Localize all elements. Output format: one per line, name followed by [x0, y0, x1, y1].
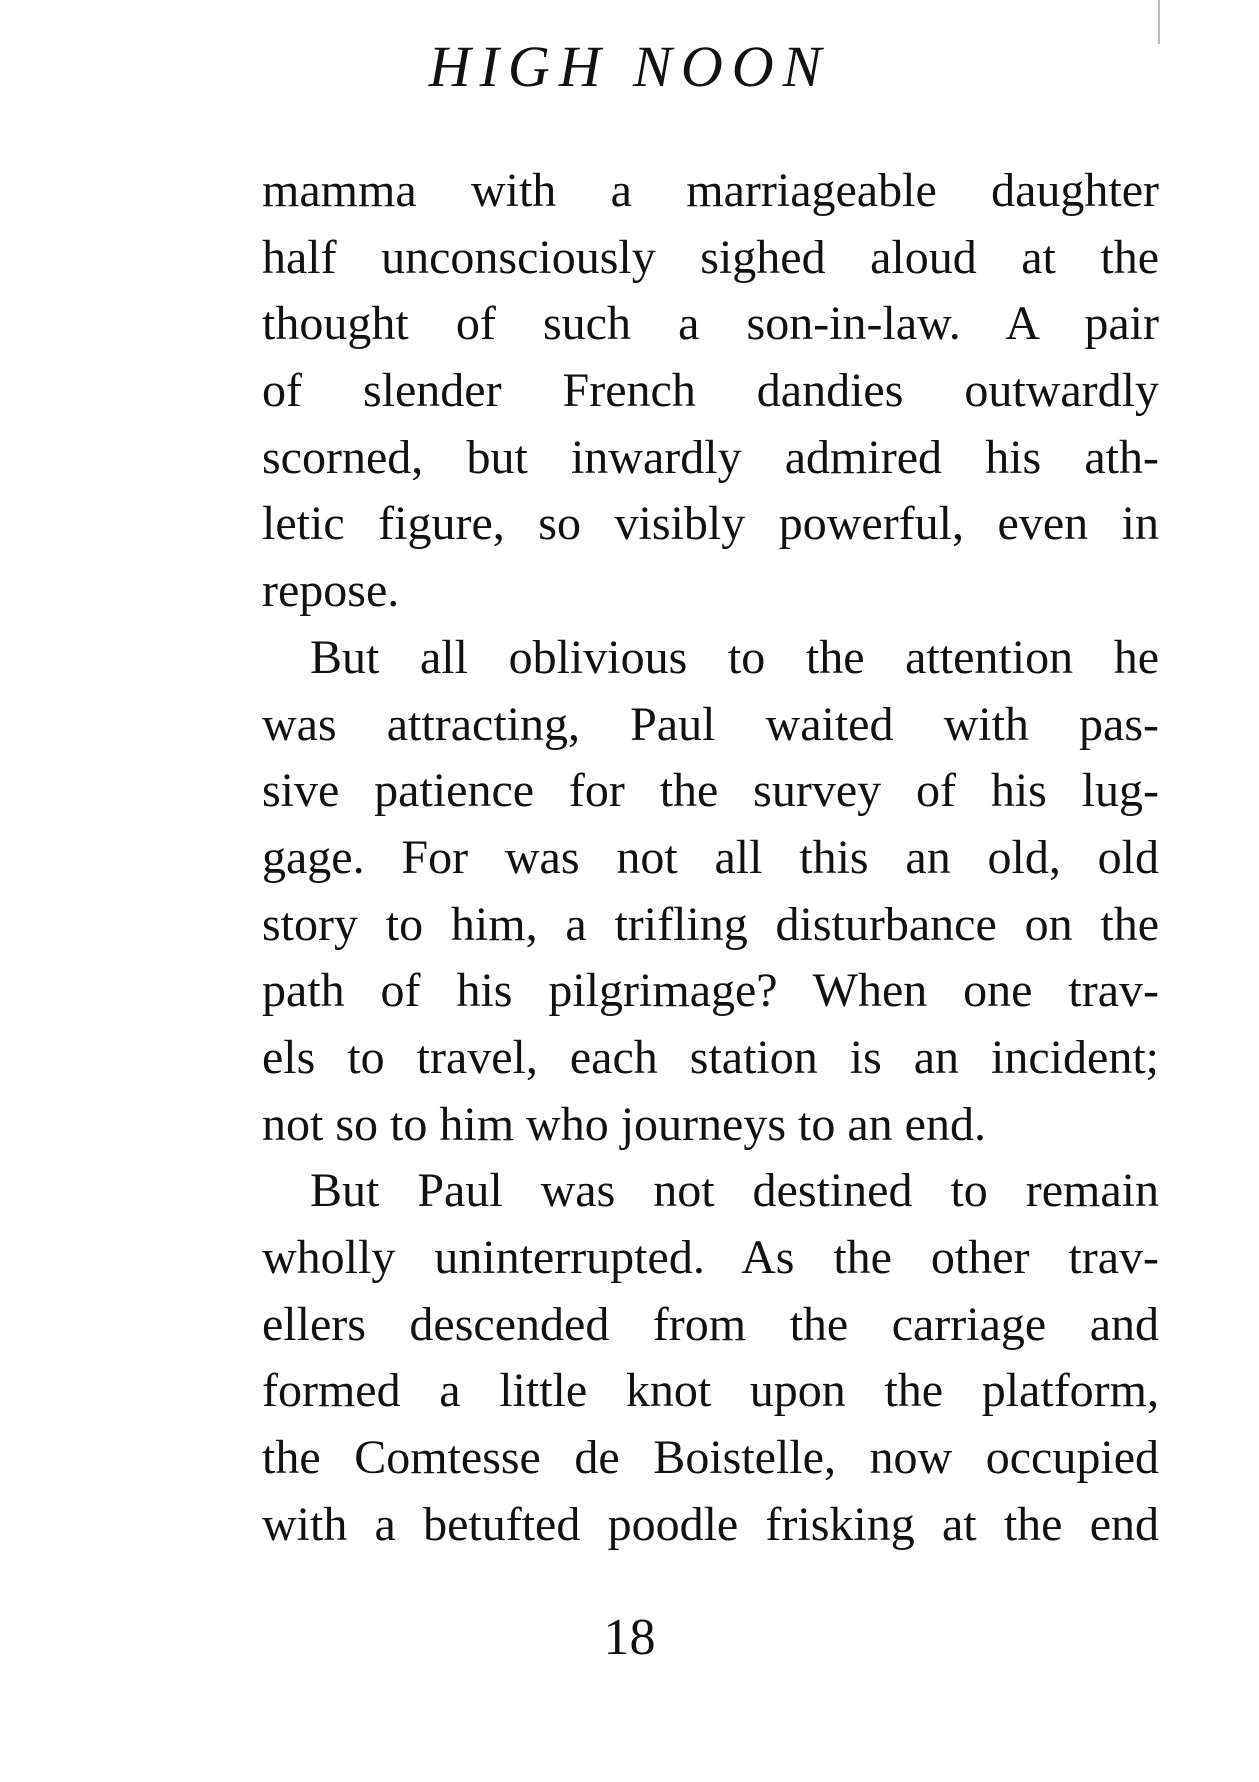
body-text	[262, 158, 1159, 1558]
text-line: repose.	[262, 564, 400, 618]
scan-edge-mark	[1158, 0, 1160, 44]
text-line: story to him, a trifling disturbance on the	[262, 897, 1159, 951]
text-line: gage. For was not all this an old, old	[262, 830, 1159, 884]
text-line: was attracting, Paul waited with pas-	[262, 697, 1159, 751]
text-line: scorned, but inwardly admired his ath-	[262, 430, 1159, 484]
text-line: But all oblivious to the attention he	[310, 630, 1159, 684]
text-line: path of his pilgrimage? When one trav-	[262, 964, 1159, 1018]
running-head: HIGH NOON	[428, 34, 831, 99]
text-line: of slender French dandies outwardly	[262, 364, 1159, 418]
text-line: the Comtesse de Boistelle, now occupied	[262, 1431, 1159, 1485]
text-line: half unconsciously sighed aloud at the	[262, 230, 1159, 284]
page-number: 18	[603, 1609, 656, 1666]
text-line: sive patience for the survey of his lug-	[262, 764, 1159, 818]
paragraph	[262, 158, 1159, 625]
paragraph	[262, 1158, 1159, 1558]
text-line: ellers descended from the carriage and	[262, 1297, 1159, 1351]
text-line: els to travel, each station is an incident;	[262, 1030, 1159, 1084]
text-line: with a betufted poodle frisking at the end	[262, 1497, 1159, 1551]
text-line: formed a little knot upon the platform,	[262, 1364, 1159, 1418]
text-line: not so to him who journeys to an end.	[262, 1097, 986, 1151]
text-line: letic figure, so visibly powerful, even in	[262, 497, 1159, 551]
paragraph	[262, 625, 1159, 1159]
text-line: mamma with a marriageable daughter	[262, 164, 1159, 217]
text-line: thought of such a son-in-law. A pair	[262, 297, 1159, 351]
text-line: But Paul was not destined to remain	[310, 1164, 1159, 1218]
text-line: wholly uninterrupted. As the other trav-	[262, 1231, 1159, 1284]
